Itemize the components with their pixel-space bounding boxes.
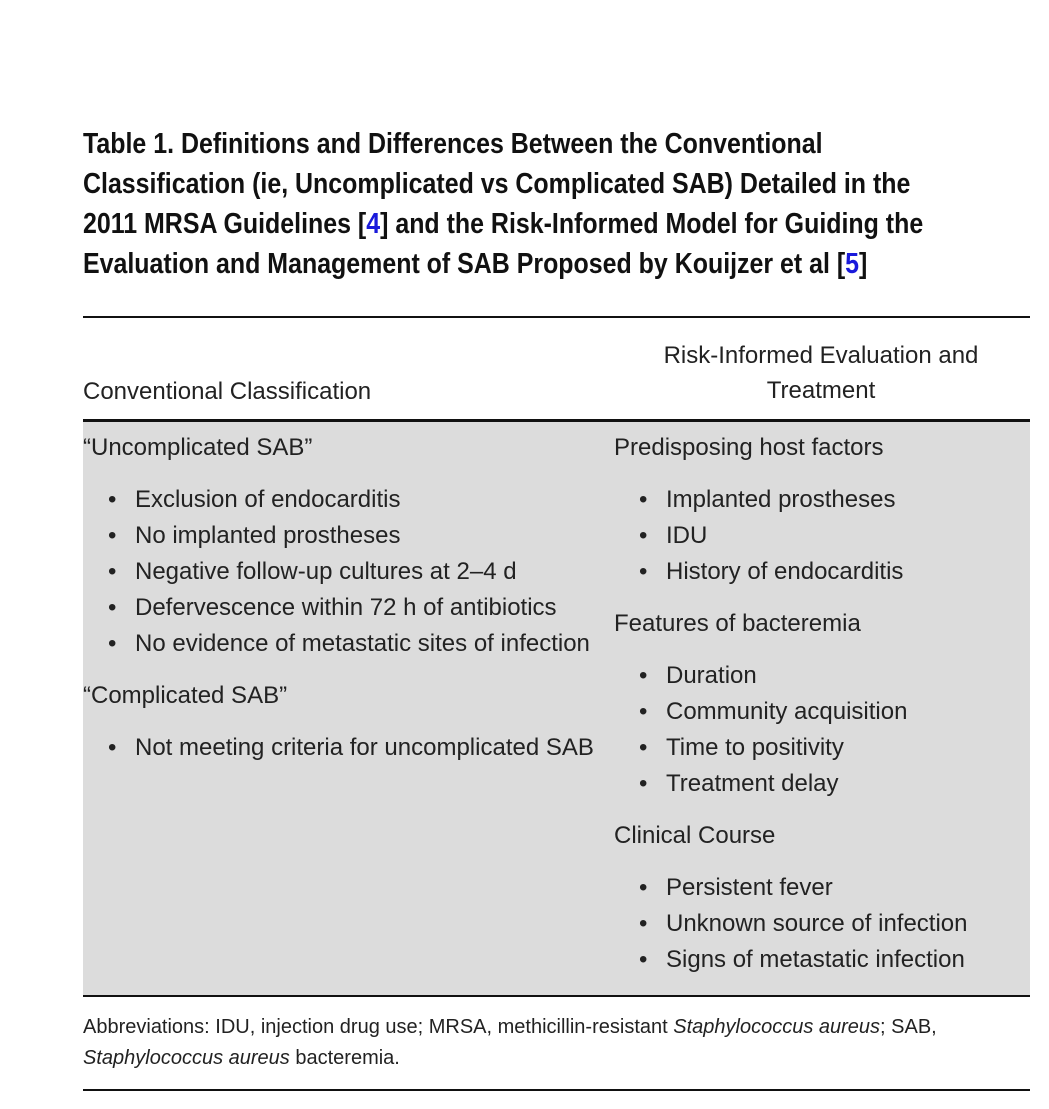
bullet-icon: • — [108, 594, 117, 621]
bullet-icon: • — [108, 522, 117, 549]
list-item — [83, 730, 603, 766]
bullet-icon: • — [639, 486, 648, 513]
table-top-rule — [83, 316, 1030, 318]
bullet-icon: • — [639, 558, 648, 585]
bullet-icon: • — [639, 770, 648, 797]
conventional-classification-column — [83, 430, 603, 782]
list-item — [83, 626, 603, 662]
right-group-list — [614, 482, 1030, 590]
list-item — [83, 590, 603, 626]
list-item-text: No evidence of metastatic sites of infection — [135, 630, 590, 657]
title-line-1: Table 1. Definitions and Differences Between the Conventional — [83, 128, 823, 160]
list-item-text: Time to positivity — [666, 734, 844, 761]
column-header-risk-informed — [612, 338, 1030, 408]
left-group-list — [83, 482, 603, 662]
left-group-heading: “Uncomplicated SAB” — [83, 434, 313, 461]
list-item — [614, 870, 1030, 906]
list-item — [614, 906, 1030, 942]
title-line-3-start: 2011 MRSA Guidelines [ — [83, 208, 367, 240]
bullet-icon: • — [108, 486, 117, 513]
right-group-list — [614, 870, 1030, 978]
list-item-text: No implanted prostheses — [135, 522, 401, 549]
list-item-text: Negative follow-up cultures at 2–4 d — [135, 558, 517, 585]
bullet-icon: • — [108, 558, 117, 585]
list-item-text: Defervescence within 72 h of antibiotics — [135, 594, 557, 621]
footnote-italic-2: Staphylococcus aureus — [83, 1047, 290, 1069]
footnote-bottom-rule — [83, 1089, 1030, 1091]
list-item-text: Signs of metastatic infection — [666, 946, 965, 973]
right-group-heading: Predisposing host factors — [614, 434, 884, 461]
table-bottom-rule — [83, 995, 1030, 997]
list-item-text: Persistent fever — [666, 874, 833, 901]
title-line-3 — [83, 204, 1029, 244]
column-header-risk-informed-line-1: Risk-Informed Evaluation and — [663, 342, 979, 369]
bullet-icon: • — [108, 734, 117, 761]
bullet-icon: • — [639, 698, 648, 725]
list-item-text: Unknown source of infection — [666, 910, 968, 937]
right-group-heading: Features of bacteremia — [614, 610, 861, 637]
list-item-text: Community acquisition — [666, 698, 908, 725]
list-item — [614, 518, 1030, 554]
list-item — [614, 942, 1030, 978]
list-item — [614, 766, 1030, 802]
table-title — [83, 124, 1029, 284]
title-line-3-end: ] and the Risk-Informed Model for Guiding the — [380, 208, 924, 240]
list-item — [614, 730, 1030, 766]
bullet-icon: • — [108, 630, 117, 657]
footnote-italic-1: Staphylococcus aureus — [673, 1016, 881, 1038]
risk-informed-column — [614, 430, 1030, 994]
list-item-text: Implanted prostheses — [666, 486, 896, 513]
title-line-4 — [83, 244, 1029, 284]
column-header-conventional: Conventional Classification — [83, 378, 372, 405]
right-group-list — [614, 658, 1030, 802]
list-item-text: Not meeting criteria for uncomplicated SAB — [135, 734, 594, 761]
bullet-icon: • — [639, 910, 648, 937]
list-item — [614, 482, 1030, 518]
reference-link-5[interactable]: 5 — [845, 248, 860, 280]
bullet-icon: • — [639, 734, 648, 761]
footnote-text-3: bacteremia. — [289, 1047, 400, 1069]
footnote-text-2: ; SAB, — [880, 1016, 937, 1038]
bullet-icon: • — [639, 522, 648, 549]
list-item-text: Duration — [666, 662, 757, 689]
list-item — [83, 518, 603, 554]
right-group-heading: Clinical Course — [614, 822, 776, 849]
list-item — [614, 694, 1030, 730]
bullet-icon: • — [639, 874, 648, 901]
list-item-text: Exclusion of endocarditis — [135, 486, 401, 513]
list-item — [614, 658, 1030, 694]
bullet-icon: • — [639, 946, 648, 973]
list-item — [614, 554, 1030, 590]
list-item — [83, 554, 603, 590]
title-line-2: Classification (ie, Uncomplicated vs Complicated SAB) Detailed in the — [83, 168, 911, 200]
list-item-text: IDU — [666, 522, 708, 549]
bullet-icon: • — [639, 662, 648, 689]
left-group-list — [83, 730, 603, 766]
title-line-4-end: ] — [859, 248, 868, 280]
reference-link-4[interactable]: 4 — [366, 208, 381, 240]
list-item-text: Treatment delay — [666, 770, 839, 797]
footnote-text-1: Abbreviations: IDU, injection drug use; MRSA, methicillin-resistant — [83, 1016, 674, 1038]
column-header-risk-informed-line-2: Treatment — [766, 377, 876, 404]
left-group-heading: “Complicated SAB” — [83, 682, 288, 709]
list-item — [83, 482, 603, 518]
table-footnote — [83, 1012, 1030, 1074]
title-line-4-start: Evaluation and Management of SAB Proposed by Kouijzer et al [ — [83, 248, 846, 280]
list-item-text: History of endocarditis — [666, 558, 904, 585]
